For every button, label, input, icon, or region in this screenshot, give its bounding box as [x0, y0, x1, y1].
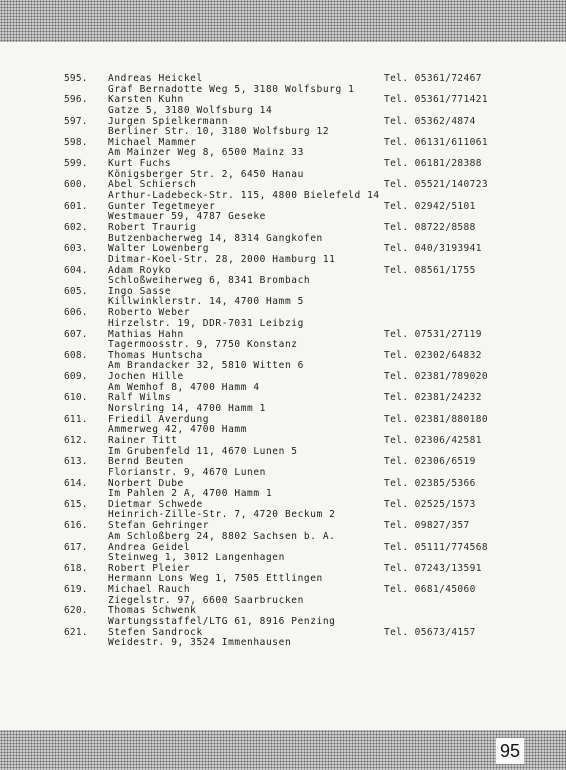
list-item: [64, 564, 534, 585]
entry-phone: Tel. 02385/5366: [384, 477, 476, 489]
entry-number: 611.: [64, 413, 88, 425]
address-list: [64, 74, 534, 649]
entry-address: Graf Bernadotte Weg 5, 3180 Wolfsburg 1: [108, 83, 355, 95]
entry-number: 600.: [64, 179, 88, 191]
entry-number: 618.: [64, 562, 88, 574]
entry-address: Heinrich-Zille-Str. 7, 4720 Beckum 2: [108, 509, 336, 521]
entry-address: Am Mainzer Weg 8, 6500 Mainz 33: [108, 147, 304, 159]
entry-address: Am Brandacker 32, 5810 Witten 6: [108, 360, 304, 372]
entry-number: 597.: [64, 115, 88, 127]
entry-name: Stefan Gehringer: [108, 520, 210, 532]
entry-number: 605.: [64, 285, 88, 297]
entry-name: Ingo Sasse: [108, 285, 172, 297]
list-item: [64, 202, 534, 223]
list-item: [64, 543, 534, 564]
entry-phone: Tel. 07243/13591: [384, 562, 482, 574]
entry-phone: Tel. 06181/28388: [384, 158, 482, 170]
entry-address: Steinweg 1, 3012 Langenhagen: [108, 552, 285, 564]
entry-phone: Tel. 08561/1755: [384, 264, 476, 276]
entry-phone: Tel. 0681/45060: [384, 584, 476, 596]
entry-name: Adam Royko: [108, 264, 172, 276]
entry-address: Westmauer 59, 4787 Geseke: [108, 211, 266, 223]
entry-address: Im Pahlen 2 A, 4700 Hamm 1: [108, 488, 273, 500]
entry-phone: Tel. 05111/774568: [384, 541, 489, 553]
entry-name: Ralf Wilms: [108, 392, 172, 404]
entry-name: Robert Pleier: [108, 562, 191, 574]
entry-number: 614.: [64, 477, 88, 489]
entry-phone: Tel. 05361/72467: [384, 73, 482, 84]
entry-name: Thomas Huntscha: [108, 349, 203, 361]
entry-phone: Tel. 06131/611061: [384, 136, 489, 148]
entry-number: 607.: [64, 328, 88, 340]
page-number: 95: [496, 738, 524, 764]
entry-number: 617.: [64, 541, 88, 553]
entry-phone: Tel. 08722/8588: [384, 222, 476, 234]
entry-number: 602.: [64, 222, 88, 234]
entry-number: 616.: [64, 520, 88, 532]
list-item: [64, 180, 534, 201]
entry-name: Andreas Heickel: [108, 73, 203, 84]
list-item: [64, 266, 534, 287]
entry-address: Ammerweg 42, 4700 Hamm: [108, 424, 248, 436]
entry-address: Ditmar-Koel-Str. 28, 2000 Hamburg 11: [108, 253, 336, 265]
entry-address: Wartungsstaffel/LTG 61, 8916 Penzing: [108, 615, 336, 627]
entry-phone: Tel. 02306/6519: [384, 456, 476, 468]
entry-address: Arthur-Ladebeck-Str. 115, 4800 Bielefeld 14: [108, 189, 380, 201]
list-item: [64, 393, 534, 414]
entry-phone: Tel. 02306/42581: [384, 435, 482, 447]
list-item: [64, 372, 534, 393]
entry-number: 608.: [64, 349, 88, 361]
entry-number: 613.: [64, 456, 88, 468]
entry-number: 619.: [64, 584, 88, 596]
entry-number: 621.: [64, 626, 88, 638]
entry-address: Florianstr. 9, 4670 Lunen: [108, 466, 266, 478]
entry-name: Friedil Averdung: [108, 413, 210, 425]
entry-phone: Tel. 07531/27119: [384, 328, 482, 340]
list-item: [64, 585, 534, 606]
entry-address: Schloßweiherweg 6, 8341 Brombach: [108, 275, 311, 287]
list-item: [64, 521, 534, 542]
entry-phone: Tel. 02942/5101: [384, 200, 476, 212]
list-item: [64, 415, 534, 436]
list-item: [64, 436, 534, 457]
entry-address: Im Grubenfeld 11, 4670 Lunen 5: [108, 445, 298, 457]
entry-name: Jurgen Spielkermann: [108, 115, 229, 127]
entry-name: Mathias Hahn: [108, 328, 184, 340]
list-item: [64, 606, 534, 627]
entry-number: 601.: [64, 200, 88, 212]
list-item: [64, 500, 534, 521]
entry-number: 603.: [64, 243, 88, 255]
entry-phone: Tel. 02381/789020: [384, 371, 489, 383]
entry-address: Ziegelstr. 97, 6600 Saarbrucken: [108, 594, 304, 606]
entry-address: Berliner Str. 10, 3180 Wolfsburg 12: [108, 126, 330, 138]
entry-phone: Tel. 05673/4157: [384, 626, 476, 638]
list-item: [64, 457, 534, 478]
entry-address: Norslring 14, 4700 Hamm 1: [108, 402, 266, 414]
entry-number: 604.: [64, 264, 88, 276]
entry-number: 612.: [64, 435, 88, 447]
list-item: [64, 628, 534, 649]
halftone-band-top: [0, 0, 566, 42]
entry-name: Kurt Fuchs: [108, 158, 172, 170]
entry-address: Am Schloßberg 24, 8802 Sachsen b. A.: [108, 530, 336, 542]
entry-phone: Tel. 02381/24232: [384, 392, 482, 404]
list-item: [64, 74, 534, 95]
entry-phone: Tel. 02302/64832: [384, 349, 482, 361]
entry-phone: Tel. 05361/771421: [384, 94, 489, 106]
list-item: [64, 330, 534, 351]
entry-number: 595.: [64, 73, 88, 84]
entry-name: Thomas Schwenk: [108, 605, 197, 617]
entry-phone: Tel. 02525/1573: [384, 498, 476, 510]
entry-name: Walter Lowenberg: [108, 243, 210, 255]
entry-number: 615.: [64, 498, 88, 510]
list-item: [64, 95, 534, 116]
halftone-band-bottom: [0, 730, 566, 770]
entry-number: 596.: [64, 94, 88, 106]
entry-name: Abel Schiersch: [108, 179, 197, 191]
entry-number: 598.: [64, 136, 88, 148]
list-item: [64, 138, 534, 159]
list-item: [64, 351, 534, 372]
entry-name: Robert Traurig: [108, 222, 197, 234]
entry-address: Butzenbacherweg 14, 8314 Gangkofen: [108, 232, 323, 244]
entry-address: Weidestr. 9, 3524 Immenhausen: [108, 637, 292, 649]
list-item: [64, 223, 534, 244]
entry-name: Karsten Kuhn: [108, 94, 184, 106]
entry-name: Bernd Beuten: [108, 456, 184, 468]
entry-number: 606.: [64, 307, 88, 319]
entry-name: Michael Rauch: [108, 584, 191, 596]
entry-name: Michael Mammer: [108, 136, 197, 148]
entry-name: Gunter Tegetmeyer: [108, 200, 216, 212]
entry-phone: Tel. 05362/4874: [384, 115, 476, 127]
list-item: [64, 244, 534, 265]
entry-name: Roberto Weber: [108, 307, 191, 319]
list-item: [64, 117, 534, 138]
entry-number: 599.: [64, 158, 88, 170]
entry-phone: Tel. 05521/140723: [384, 179, 489, 191]
entry-number: 620.: [64, 605, 88, 617]
list-item: [64, 159, 534, 180]
entry-number: 610.: [64, 392, 88, 404]
entry-name: Norbert Dube: [108, 477, 184, 489]
entry-name: Andrea Geidel: [108, 541, 191, 553]
entry-phone: Tel. 02381/880180: [384, 413, 489, 425]
list-item: [64, 308, 534, 329]
entry-name: Stefen Sandrock: [108, 626, 203, 638]
entry-name: Rainer Titt: [108, 435, 178, 447]
entry-phone: Tel. 09827/357: [384, 520, 470, 532]
entry-number: 609.: [64, 371, 88, 383]
entry-address: Gatze 5, 3180 Wolfsburg 14: [108, 104, 273, 116]
entry-address: Königsberger Str. 2, 6450 Hanau: [108, 168, 304, 180]
entry-address: Killwinklerstr. 14, 4700 Hamm 5: [108, 296, 304, 308]
entry-name: Dietmar Schwede: [108, 498, 203, 510]
entry-address: Tagermoosstr. 9, 7750 Konstanz: [108, 339, 298, 351]
entry-name: Jochen Hille: [108, 371, 184, 383]
list-item: [64, 287, 534, 308]
list-item: [64, 479, 534, 500]
entry-address: Hirzelstr. 19, DDR-7031 Leibzig: [108, 317, 304, 329]
entry-phone: Tel. 040/3193941: [384, 243, 482, 255]
entry-address: Hermann Lons Weg 1, 7505 Ettlingen: [108, 573, 323, 585]
entry-address: Am Wemhof 8, 4700 Hamm 4: [108, 381, 260, 393]
